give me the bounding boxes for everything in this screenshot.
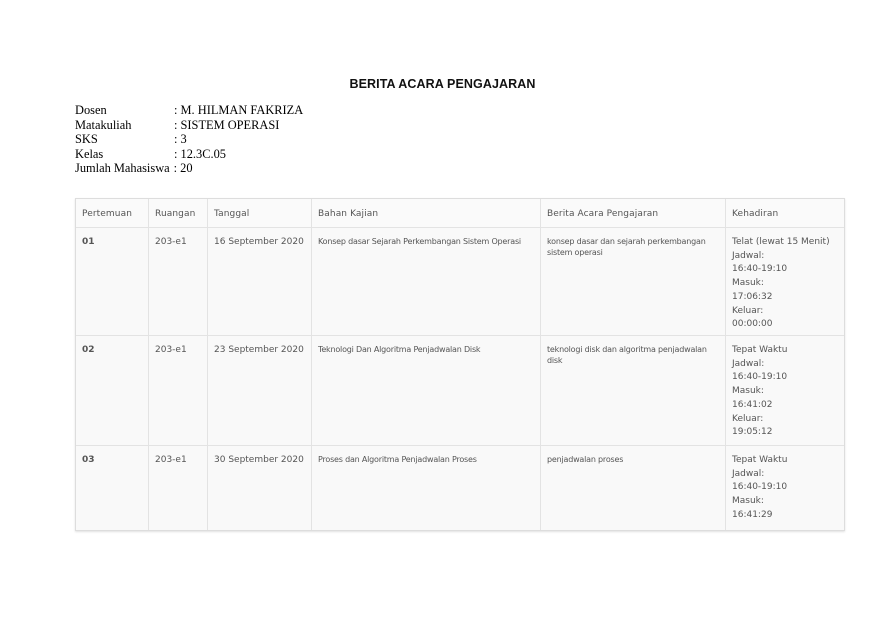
cell-ruangan: [149, 228, 208, 335]
info-label: Kelas: [75, 146, 104, 161]
bahan-kajian-value: Proses dan Algoritma Penjadwalan Proses: [318, 455, 477, 464]
kehadiran-line: Jadwal:: [732, 358, 765, 369]
kehadiran-line: Keluar:: [732, 413, 764, 424]
kehadiran-status: Tepat Waktu: [732, 455, 788, 465]
cell-tanggal: [208, 446, 312, 530]
ruangan-value: 203-e1: [155, 345, 187, 355]
attendance-table: [75, 198, 845, 531]
kehadiran-status: Telat (lewat 15 Menit): [732, 237, 830, 247]
cell-pertemuan: [76, 336, 149, 445]
info-value: : 3: [174, 132, 187, 147]
info-value: : 12.3C.05: [174, 146, 226, 161]
cell-kehadiran: [726, 446, 844, 530]
header-kehadiran: Kehadiran: [732, 209, 779, 219]
kehadiran-line: 17:06:32: [732, 291, 773, 302]
info-value: : SISTEM OPERASI: [174, 117, 280, 132]
table-row: [76, 446, 844, 530]
document-title: BERITA ACARA PENGAJARAN: [349, 77, 536, 91]
header-bahan-kajian: Bahan Kajian: [318, 209, 379, 219]
cell-bahan-kajian: [312, 336, 541, 445]
cell-pertemuan: [76, 446, 149, 530]
tanggal-value: 16 September 2020: [214, 237, 304, 247]
header-ruangan: Ruangan: [155, 209, 196, 219]
header-cell: [208, 199, 312, 227]
berita-acara-value: penjadwalan proses: [547, 455, 624, 464]
cell-ruangan: [149, 336, 208, 445]
tanggal-value: 30 September 2020: [214, 455, 304, 465]
cell-berita-acara: [541, 446, 726, 530]
info-row-matakuliah: [75, 118, 303, 133]
header-cell: [541, 199, 726, 227]
kehadiran-line: Jadwal:: [732, 250, 765, 261]
kehadiran-value: [732, 344, 840, 440]
header-pertemuan: Pertemuan: [82, 209, 133, 219]
info-row-jumlah-mahasiswa: [75, 161, 303, 176]
berita-acara-value: teknologi disk dan algoritma penjadwalan disk: [547, 345, 707, 365]
course-info: [75, 103, 303, 176]
info-label: Jumlah Mahasiswa: [75, 161, 170, 176]
kehadiran-line: 19:05:12: [732, 427, 773, 438]
cell-bahan-kajian: [312, 228, 541, 335]
table-row: [76, 336, 844, 446]
kehadiran-line: 00:00:00: [732, 319, 773, 330]
tanggal-value: 23 September 2020: [214, 345, 304, 355]
kehadiran-value: [732, 454, 840, 523]
info-label: SKS: [75, 132, 98, 147]
header-cell: [312, 199, 541, 227]
kehadiran-line: 16:40-19:10: [732, 372, 788, 383]
kehadiran-line: Masuk:: [732, 496, 764, 507]
kehadiran-line: 16:40-19:10: [732, 482, 788, 493]
bahan-kajian-value: Konsep dasar Sejarah Perkembangan Sistem Operasi: [318, 237, 521, 246]
info-row-kelas: [75, 147, 303, 162]
header-cell: [76, 199, 149, 227]
kehadiran-line: 16:40-19:10: [732, 264, 788, 275]
kehadiran-line: 16:41:29: [732, 509, 773, 520]
info-row-sks: [75, 132, 303, 147]
bahan-kajian-value: Teknologi Dan Algoritma Penjadwalan Disk: [318, 345, 481, 354]
pertemuan-value: 01: [82, 237, 95, 247]
header-cell: [149, 199, 208, 227]
kehadiran-line: Keluar:: [732, 305, 764, 316]
kehadiran-status: Tepat Waktu: [732, 345, 788, 355]
header-cell: [726, 199, 844, 227]
kehadiran-value: [732, 236, 840, 332]
kehadiran-line: Jadwal:: [732, 468, 765, 479]
cell-tanggal: [208, 228, 312, 335]
info-value: : M. HILMAN FAKRIZA: [174, 103, 304, 117]
berita-acara-value: konsep dasar dan sejarah perkembangan sistem operasi: [547, 237, 706, 257]
kehadiran-line: Masuk:: [732, 386, 764, 397]
kehadiran-line: 16:41:02: [732, 399, 773, 410]
pertemuan-value: 02: [82, 345, 95, 355]
ruangan-value: 203-e1: [155, 455, 187, 465]
cell-kehadiran: [726, 228, 844, 335]
header-tanggal: Tanggal: [214, 209, 250, 219]
ruangan-value: 203-e1: [155, 237, 187, 247]
pertemuan-value: 03: [82, 455, 95, 465]
kehadiran-line: Masuk:: [732, 278, 764, 289]
table-row: [76, 228, 844, 336]
header-berita-acara: Berita Acara Pengajaran: [547, 209, 659, 219]
info-value: : 20: [173, 161, 193, 176]
cell-berita-acara: [541, 228, 726, 335]
info-row-dosen: [75, 103, 303, 118]
cell-ruangan: [149, 446, 208, 530]
table-header-row: [76, 199, 844, 228]
cell-tanggal: [208, 336, 312, 445]
info-label: Matakuliah: [75, 117, 132, 132]
info-label: Dosen: [75, 103, 107, 117]
cell-kehadiran: [726, 336, 844, 445]
cell-bahan-kajian: [312, 446, 541, 530]
cell-berita-acara: [541, 336, 726, 445]
cell-pertemuan: [76, 228, 149, 335]
